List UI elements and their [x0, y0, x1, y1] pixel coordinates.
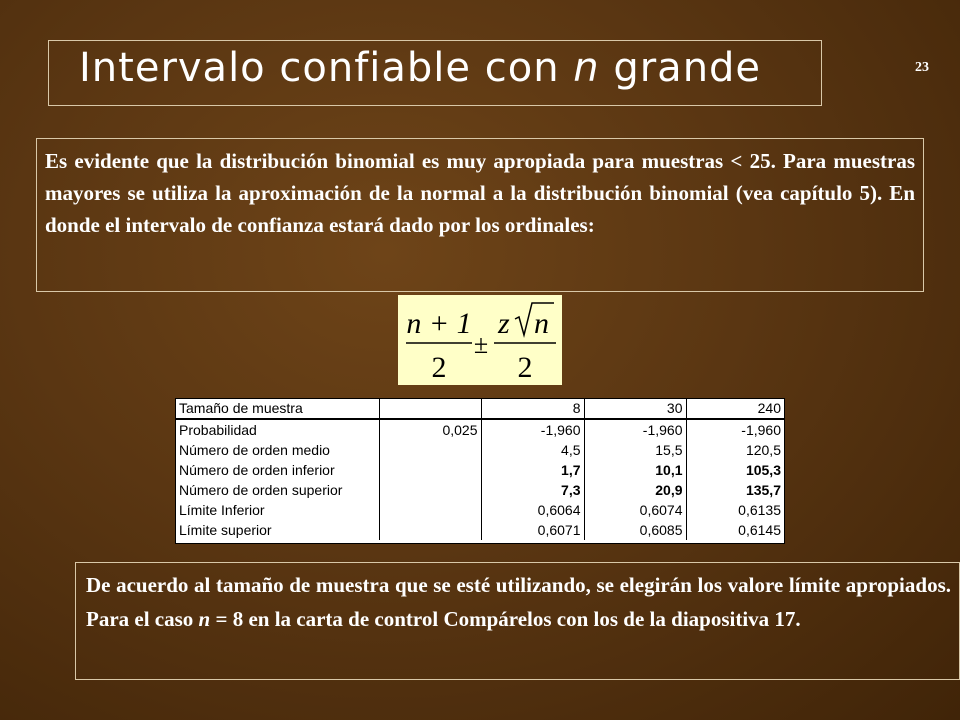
bottom-paragraph [86, 568, 951, 636]
cell-8: 0,6064 [481, 500, 584, 520]
table-row [176, 520, 784, 540]
bottom-text-2: = 8 en la carta de control Compárelos con los de la diapositiva 17. [210, 607, 801, 631]
table-header-row [176, 399, 784, 419]
row-label: Número de orden inferior [179, 462, 335, 478]
cell-30: -1,960 [584, 419, 686, 440]
formula-z: z [498, 307, 510, 340]
cell-8: 7,3 [481, 480, 584, 500]
table-row [176, 500, 784, 520]
formula-root-n: n [534, 307, 549, 340]
header-cell-p [379, 399, 481, 419]
cell-30: 0,6074 [584, 500, 686, 520]
bottom-box [75, 562, 960, 680]
formula-denominator-1: 2 [431, 351, 447, 384]
title-box [48, 40, 822, 106]
cell-30: 20,9 [584, 480, 686, 500]
title-text-end: grande [599, 45, 762, 91]
header-cell-8: 8 [481, 399, 584, 419]
cell-240: -1,960 [686, 419, 784, 440]
formula-plus-minus: ± [473, 330, 489, 359]
header-cell-240: 240 [686, 399, 784, 419]
row-label: Límite superior [179, 522, 272, 538]
results-table [175, 398, 785, 544]
header-cell-label: Tamaño de muestra [176, 399, 379, 419]
cell-p [379, 460, 481, 480]
cell-240: 135,7 [686, 480, 784, 500]
intro-paragraph: Es evidente que la distribución binomial es muy apropiada para muestras < 25. Para muestras mayores se utiliza la aproximación de la normal a la distribución binomial (vea capítulo 5). En donde el intervalo de confianza estará dado por los ordinales: [45, 149, 915, 237]
formula-numerator-1: n + 1 [406, 307, 472, 340]
cell-8: -1,960 [481, 419, 584, 440]
header-cell-30: 30 [584, 399, 686, 419]
data-table [176, 399, 784, 540]
row-label: Límite Inferior [179, 502, 265, 518]
formula-svg [398, 295, 562, 385]
bottom-text-1: De acuerdo al tamaño de muestra que se esté utilizando, se elegirán los valore límite apropiados. Para el caso [86, 573, 951, 631]
formula [398, 295, 562, 385]
cell-p [379, 440, 481, 460]
cell-30: 0,6085 [584, 520, 686, 540]
cell-30: 15,5 [584, 440, 686, 460]
intro-box [36, 138, 924, 292]
cell-240: 0,6135 [686, 500, 784, 520]
title-n-italic: n [573, 45, 600, 91]
cell-p [379, 520, 481, 540]
cell-p [379, 480, 481, 500]
cell-8: 1,7 [481, 460, 584, 480]
row-label: Número de orden medio [179, 442, 330, 458]
cell-30: 10,1 [584, 460, 686, 480]
table-row [176, 480, 784, 500]
cell-240: 120,5 [686, 440, 784, 460]
cell-240: 105,3 [686, 460, 784, 480]
table-row [176, 440, 784, 460]
table-row [176, 419, 784, 440]
row-label: Número de orden superior [179, 482, 343, 498]
cell-8: 0,6071 [481, 520, 584, 540]
cell-p: 0,025 [379, 419, 481, 440]
table-row [176, 460, 784, 480]
slide-number: 23 [915, 60, 929, 75]
bottom-n-italic: n [198, 607, 211, 631]
row-label: Probabilidad [179, 422, 257, 438]
slide-title [79, 45, 761, 91]
formula-denominator-2: 2 [517, 351, 533, 384]
title-text: Intervalo confiable con [79, 45, 574, 91]
cell-8: 4,5 [481, 440, 584, 460]
cell-240: 0,6145 [686, 520, 784, 540]
cell-p [379, 500, 481, 520]
